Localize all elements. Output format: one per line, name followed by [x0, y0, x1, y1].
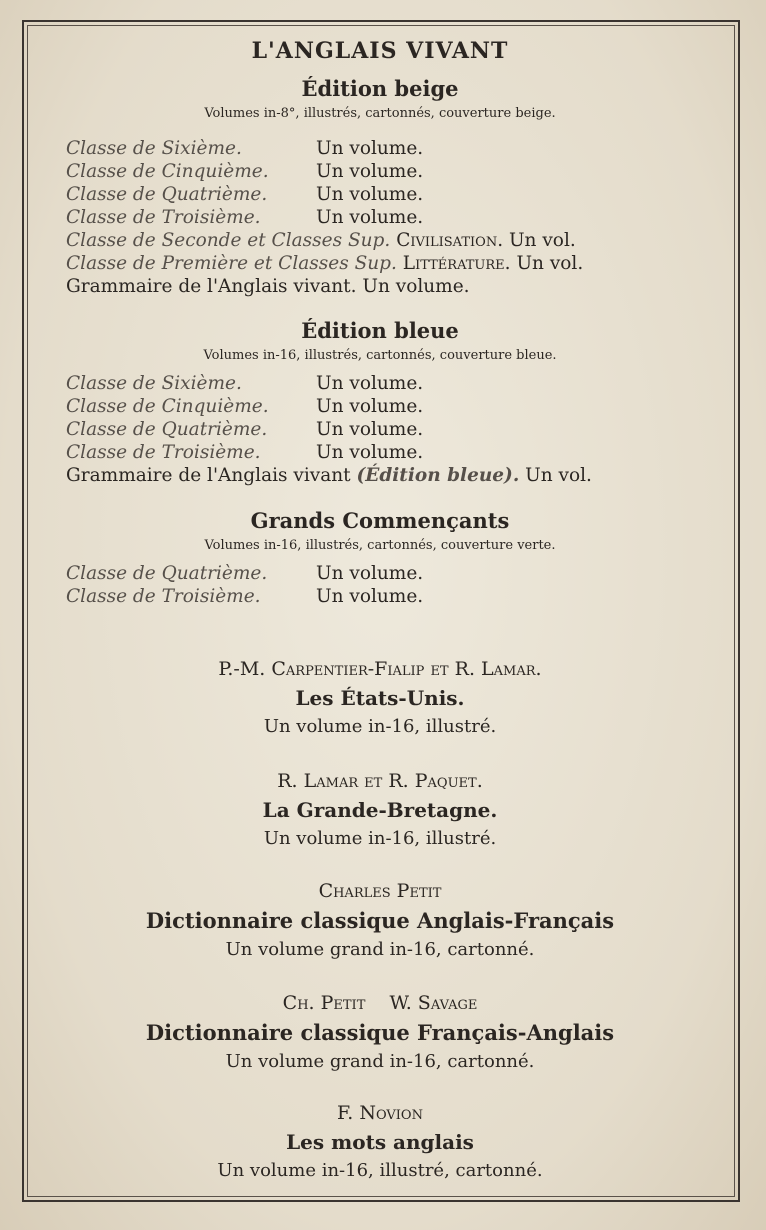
- edition-subtitle: Volumes in-16, illustrés, cartonnés, couverture verte.: [204, 538, 556, 553]
- book-author: R. Lamar et R. Paquet.: [277, 770, 483, 792]
- class-name: Classe de Quatrième.: [66, 419, 268, 440]
- edition-title: Édition bleue: [301, 318, 459, 343]
- book-title: Dictionnaire classique Anglais-Français: [145, 908, 615, 933]
- book-title: La Grande-Bretagne.: [262, 798, 498, 822]
- edition-title: Grands Commençants: [250, 508, 510, 533]
- volume-count: Un volume.: [316, 207, 424, 228]
- list-item: [66, 184, 424, 205]
- volume-count: Un volume.: [316, 184, 424, 205]
- series-title: L'ANGLAIS VIVANT: [251, 38, 509, 64]
- list-item: [66, 207, 424, 228]
- book-description: Un volume grand in-16, cartonné.: [225, 939, 535, 960]
- grammar-title: Grammaire de l'Anglais vivant.: [66, 276, 357, 297]
- book-title: Dictionnaire classique Français-Anglais: [145, 1020, 615, 1045]
- list-item: [66, 396, 424, 417]
- class-name: Classe de Sixième.: [66, 138, 242, 159]
- book-title: Les États-Unis.: [295, 686, 465, 710]
- edition-title: Édition beige: [301, 76, 459, 101]
- edition-subtitle: Volumes in-8°, illustrés, cartonnés, couverture beige.: [204, 106, 556, 121]
- class-name: Classe de Seconde et Classes Sup.: [66, 230, 391, 251]
- book-description: Un volume in-16, illustré.: [263, 716, 497, 737]
- class-name: Classe de Quatrième.: [66, 563, 268, 584]
- grammar-line: [66, 465, 592, 486]
- subject-name: Civilisation.: [396, 230, 504, 251]
- grammar-line: [66, 276, 470, 297]
- book-description: Un volume in-16, illustré.: [263, 828, 497, 849]
- book-description: Un volume in-16, illustré, cartonné.: [217, 1160, 543, 1181]
- edition-subtitle: Volumes in-16, illustrés, cartonnés, couverture bleue.: [203, 348, 557, 363]
- class-name: Classe de Cinquième.: [66, 161, 269, 182]
- volume-count: Un vol.: [508, 230, 576, 251]
- volume-count: Un volume.: [316, 373, 424, 394]
- list-item: [66, 253, 583, 274]
- subject-name: Littérature.: [402, 253, 511, 274]
- list-item: [66, 161, 424, 182]
- class-name: Classe de Première et Classes Sup.: [66, 253, 397, 274]
- volume-count: Un volume.: [316, 419, 424, 440]
- volume-count: Un volume.: [316, 138, 424, 159]
- book-entry: [30, 992, 730, 1072]
- class-name: Classe de Troisième.: [66, 207, 261, 228]
- list-item: [66, 442, 424, 463]
- book-title: Les mots anglais: [286, 1130, 474, 1154]
- list-item: [66, 419, 424, 440]
- book-author: Charles Petit: [318, 880, 442, 902]
- class-name: Classe de Troisième.: [66, 442, 261, 463]
- volume-count: Un volume.: [362, 276, 470, 297]
- class-name: Classe de Sixième.: [66, 373, 242, 394]
- list-item: [66, 373, 424, 394]
- list-item: [66, 563, 424, 584]
- class-name: Classe de Troisième.: [66, 586, 261, 607]
- list-item: [66, 586, 424, 607]
- volume-count: Un vol.: [516, 253, 584, 274]
- grammar-title: Grammaire de l'Anglais vivant: [66, 465, 351, 486]
- list-item: [66, 230, 576, 251]
- volume-count: Un volume.: [316, 396, 424, 417]
- book-description: Un volume grand in-16, cartonné.: [225, 1051, 535, 1072]
- book-author: F. Novion: [337, 1102, 423, 1124]
- book-entry: [30, 770, 730, 849]
- book-entry: [30, 1102, 730, 1181]
- book-author: P.-M. Carpentier-Fialip et R. Lamar.: [218, 658, 542, 680]
- book-entry: [30, 880, 730, 960]
- volume-count: Un volume.: [316, 161, 424, 182]
- book-author: Ch. Petit W. Savage: [282, 992, 478, 1014]
- volume-count: Un volume.: [316, 563, 424, 584]
- volume-count: Un volume.: [316, 442, 424, 463]
- book-entry: [30, 658, 730, 737]
- volume-count: Un volume.: [316, 586, 424, 607]
- class-name: Classe de Cinquième.: [66, 396, 269, 417]
- list-item: [66, 138, 424, 159]
- class-name: Classe de Quatrième.: [66, 184, 268, 205]
- grammar-edition: (Édition bleue).: [356, 465, 520, 486]
- volume-count: Un vol.: [525, 465, 592, 486]
